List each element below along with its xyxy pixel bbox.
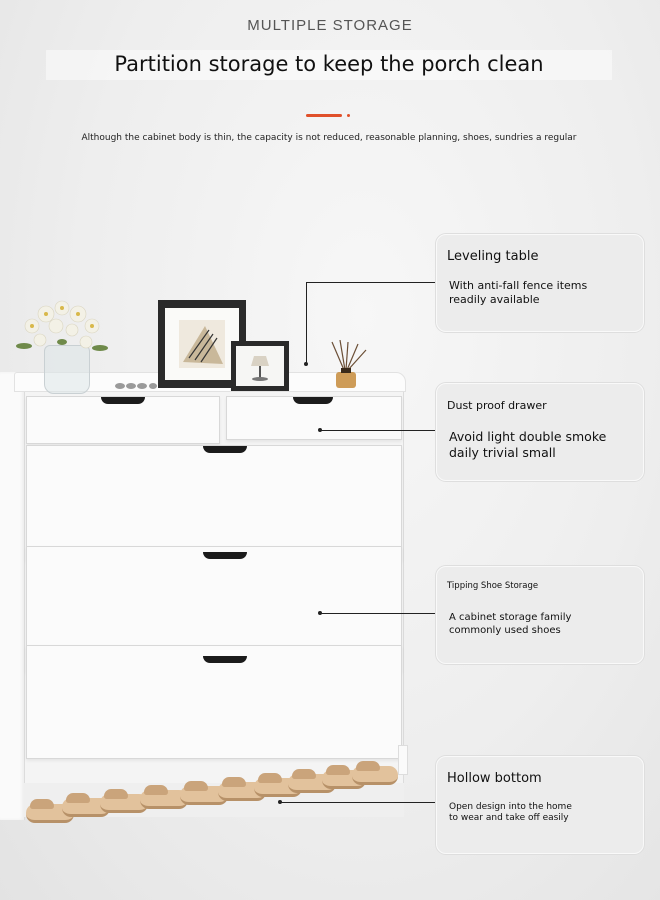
slipper-icon	[352, 766, 398, 785]
leader-dot	[304, 362, 308, 366]
frame-picture	[236, 346, 284, 386]
page-subtitle: Although the cabinet body is thin, the capacity is not reduced, reasonable planning, shoes, sundries a regular	[81, 133, 577, 143]
accent-dot	[347, 114, 350, 117]
leader-line	[320, 430, 436, 431]
callout-text: Open design into the home	[449, 802, 572, 812]
frame-artwork	[165, 308, 239, 380]
callout-leveling-table	[436, 234, 644, 332]
drawer-handle[interactable]	[293, 397, 333, 404]
top-drawer-left[interactable]	[26, 396, 220, 444]
callout-title: Leveling table	[447, 249, 539, 264]
callout-text: daily trivial small	[449, 445, 556, 460]
callout-hollow-bottom	[436, 756, 644, 854]
accent-divider	[306, 114, 342, 117]
cabinet-left-panel	[0, 372, 25, 820]
callout-dust-proof-drawer	[436, 383, 644, 481]
drawer-handle[interactable]	[101, 397, 145, 404]
top-drawer-right[interactable]	[226, 396, 402, 440]
leader-line	[320, 613, 436, 614]
decor-stones-icon	[114, 381, 158, 389]
photo-frame-icon	[231, 341, 289, 391]
callout-text: With anti-fall fence items	[449, 279, 588, 292]
callout-title: Dust proof drawer	[447, 399, 547, 412]
cabinet-right-leg	[398, 745, 408, 775]
abstract-art-icon	[165, 308, 239, 380]
leader-line	[306, 282, 436, 283]
flap-handle[interactable]	[203, 656, 247, 663]
callout-title: Tipping Shoe Storage	[447, 581, 539, 591]
section-eyebrow: MULTIPLE STORAGE	[247, 17, 413, 34]
flowers-icon	[12, 298, 112, 358]
shoe-flap-3[interactable]	[26, 645, 402, 759]
leader-line	[280, 802, 436, 803]
lamp-picture-icon	[236, 346, 284, 386]
callout-text: readily available	[449, 293, 540, 306]
reed-diffuser-icon	[324, 340, 368, 390]
callout-tipping-shoe-storage	[436, 566, 644, 664]
shoe-flap-1[interactable]	[26, 445, 402, 561]
leader-dot	[318, 428, 322, 432]
callout-text: commonly used shoes	[449, 625, 561, 636]
flap-handle[interactable]	[203, 446, 247, 453]
callout-text: A cabinet storage family	[449, 612, 572, 623]
callout-text: Avoid light double smoke	[449, 429, 607, 444]
callout-title: Hollow bottom	[447, 771, 542, 786]
callout-text: to wear and take off easily	[449, 813, 569, 823]
leader-dot	[318, 611, 322, 615]
flap-handle[interactable]	[203, 552, 247, 559]
page-title: Partition storage to keep the porch clean	[46, 50, 612, 80]
leader-line-vertical	[306, 282, 307, 364]
leader-dot	[278, 800, 282, 804]
